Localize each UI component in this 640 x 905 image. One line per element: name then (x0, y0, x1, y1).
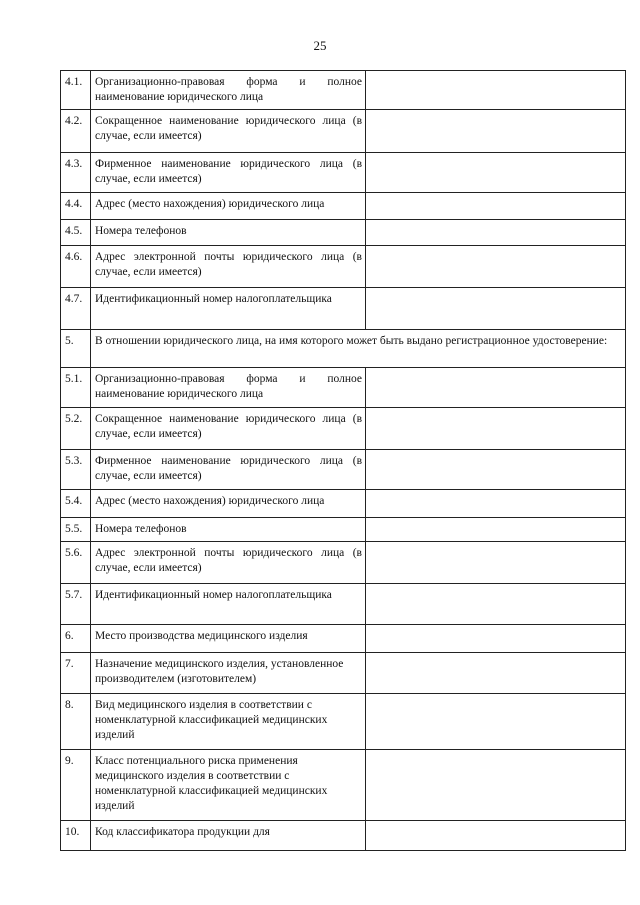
application-form-table (60, 70, 626, 851)
field-label: Вид медицинского изделия в соответствии с номенклатурной классификацией медицинских изделий (91, 694, 366, 750)
table-row (61, 821, 626, 851)
form-table-body (61, 71, 626, 851)
table-row (61, 288, 626, 330)
field-value[interactable] (366, 368, 626, 408)
field-value[interactable] (366, 153, 626, 193)
section-heading: В отношении юридического лица, на имя которого может быть выдано регистрационное удостоверение: (91, 330, 626, 368)
table-row (61, 246, 626, 288)
row-number: 4.4. (61, 193, 91, 220)
field-label: Адрес электронной почты юридического лица (в случае, если имеется) (91, 542, 366, 584)
field-label: Идентификационный номер налогоплательщика (91, 584, 366, 625)
row-number: 4.7. (61, 288, 91, 330)
table-row (61, 625, 626, 653)
table-row (61, 193, 626, 220)
field-label: Фирменное наименование юридического лица (в случае, если имеется) (91, 153, 366, 193)
row-number: 5.2. (61, 408, 91, 450)
field-value[interactable] (366, 542, 626, 584)
field-label: Назначение медицинского изделия, установленное производителем (изготовителем) (91, 653, 366, 694)
table-row (61, 518, 626, 542)
row-number: 4.5. (61, 220, 91, 246)
page-number: 25 (313, 38, 327, 53)
field-label: Место производства медицинского изделия (91, 625, 366, 653)
field-value[interactable] (366, 193, 626, 220)
field-value[interactable] (366, 750, 626, 821)
table-row (61, 71, 626, 110)
field-value[interactable] (366, 653, 626, 694)
field-value[interactable] (366, 288, 626, 330)
row-number: 5.5. (61, 518, 91, 542)
row-number: 4.2. (61, 110, 91, 153)
field-value[interactable] (366, 450, 626, 490)
row-number: 5. (61, 330, 91, 368)
table-row (61, 368, 626, 408)
table-row (61, 110, 626, 153)
row-number: 4.6. (61, 246, 91, 288)
row-number: 6. (61, 625, 91, 653)
field-value[interactable] (366, 71, 626, 110)
field-value[interactable] (366, 625, 626, 653)
field-label: Сокращенное наименование юридического лица (в случае, если имеется) (91, 408, 366, 450)
row-number: 5.6. (61, 542, 91, 584)
table-row (61, 750, 626, 821)
row-number: 8. (61, 694, 91, 750)
row-number: 9. (61, 750, 91, 821)
field-value[interactable] (366, 518, 626, 542)
table-row (61, 153, 626, 193)
row-number: 7. (61, 653, 91, 694)
table-row (61, 330, 626, 368)
field-label: Адрес (место нахождения) юридического лица (91, 490, 366, 518)
field-value[interactable] (366, 220, 626, 246)
field-label: Номера телефонов (91, 220, 366, 246)
field-label: Код классификатора продукции для (91, 821, 366, 851)
field-value[interactable] (366, 246, 626, 288)
table-row (61, 408, 626, 450)
field-value[interactable] (366, 821, 626, 851)
table-row (61, 450, 626, 490)
row-number: 4.3. (61, 153, 91, 193)
row-number: 5.3. (61, 450, 91, 490)
table-row (61, 220, 626, 246)
table-row (61, 542, 626, 584)
field-value[interactable] (366, 490, 626, 518)
field-label: Фирменное наименование юридического лица (в случае, если имеется) (91, 450, 366, 490)
field-label: Адрес (место нахождения) юридического лица (91, 193, 366, 220)
field-label: Класс потенциального риска применения медицинского изделия в соответствии с номенклатурной классификацией медицинских изделий (91, 750, 366, 821)
field-value[interactable] (366, 408, 626, 450)
field-value[interactable] (366, 694, 626, 750)
row-number: 4.1. (61, 71, 91, 110)
row-number: 5.1. (61, 368, 91, 408)
row-number: 5.4. (61, 490, 91, 518)
field-label: Адрес электронной почты юридического лица (в случае, если имеется) (91, 246, 366, 288)
table-row (61, 490, 626, 518)
table-row (61, 653, 626, 694)
table-row (61, 584, 626, 625)
field-label: Сокращенное наименование юридического лица (в случае, если имеется) (91, 110, 366, 153)
field-value[interactable] (366, 110, 626, 153)
table-row (61, 694, 626, 750)
field-label: Номера телефонов (91, 518, 366, 542)
field-label: Организационно-правовая форма и полное наименование юридического лица (91, 368, 366, 408)
row-number: 5.7. (61, 584, 91, 625)
field-label: Идентификационный номер налогоплательщика (91, 288, 366, 330)
field-value[interactable] (366, 584, 626, 625)
row-number: 10. (61, 821, 91, 851)
field-label: Организационно-правовая форма и полное наименование юридического лица (91, 71, 366, 110)
